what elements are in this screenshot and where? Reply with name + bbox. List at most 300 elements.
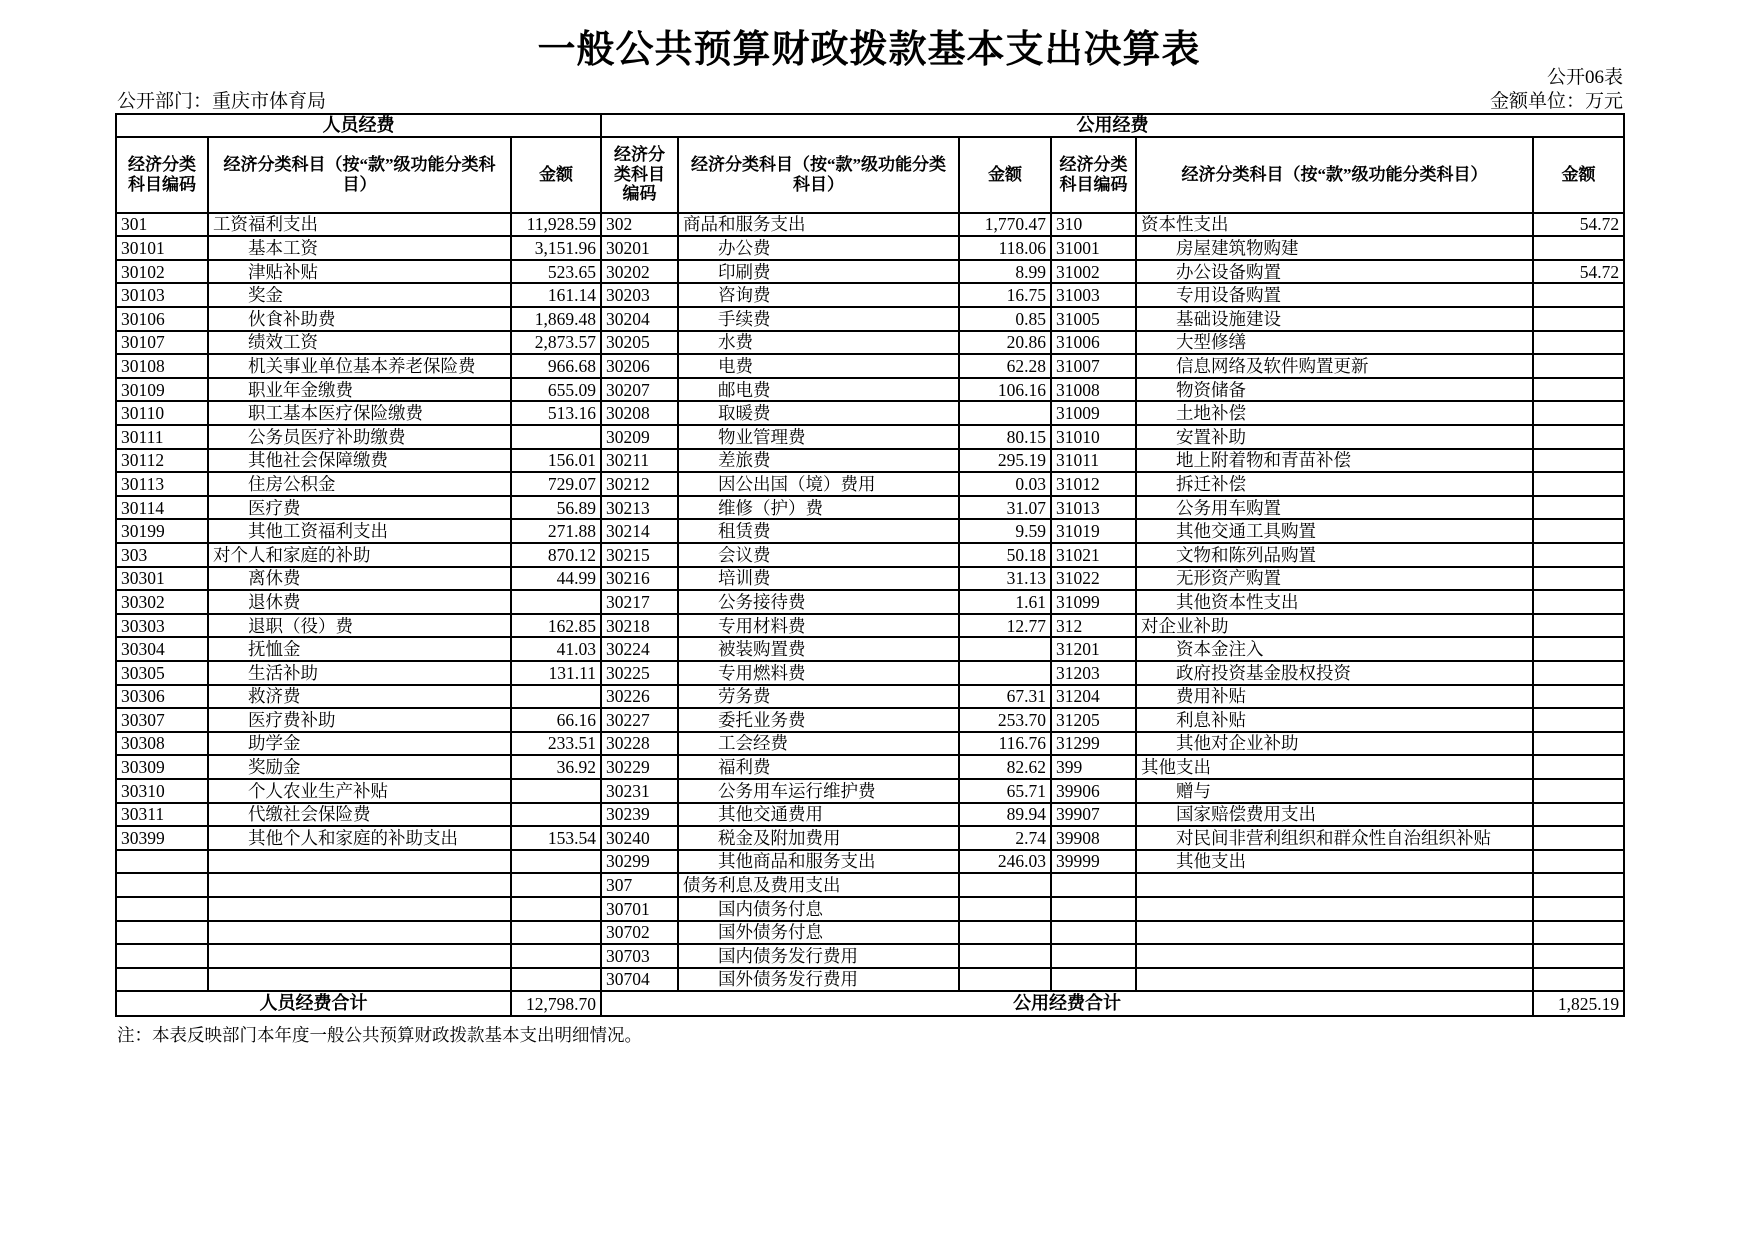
amount-cell bbox=[1533, 472, 1624, 496]
amount-cell bbox=[959, 944, 1051, 968]
code-cell: 30112 bbox=[116, 449, 208, 473]
code-cell: 30205 bbox=[601, 331, 678, 355]
column-header-row bbox=[116, 137, 1624, 213]
table-row bbox=[116, 708, 1624, 732]
code-cell bbox=[116, 873, 208, 897]
table-row bbox=[116, 519, 1624, 543]
code-cell: 303 bbox=[116, 543, 208, 567]
subject-cell: 医疗费 bbox=[208, 496, 511, 520]
subject-cell bbox=[208, 921, 511, 945]
code-cell: 31022 bbox=[1051, 567, 1136, 591]
code-cell: 31205 bbox=[1051, 708, 1136, 732]
table-row bbox=[116, 590, 1624, 614]
subject-cell: 委托业务费 bbox=[678, 708, 959, 732]
code-cell: 30231 bbox=[601, 779, 678, 803]
table-row bbox=[116, 543, 1624, 567]
amount-cell bbox=[1533, 283, 1624, 307]
amount-cell: 2.74 bbox=[959, 826, 1051, 850]
table-row bbox=[116, 472, 1624, 496]
subject-cell: 政府投资基金股权投资 bbox=[1136, 661, 1533, 685]
code-cell bbox=[1051, 921, 1136, 945]
amount-cell bbox=[511, 685, 601, 709]
amount-cell: 16.75 bbox=[959, 283, 1051, 307]
amount-cell bbox=[1533, 401, 1624, 425]
table-row bbox=[116, 637, 1624, 661]
page-title: 一般公共预算财政拨款基本支出决算表 bbox=[537, 29, 1201, 71]
subject-cell: 其他商品和服务支出 bbox=[678, 850, 959, 874]
code-cell: 30306 bbox=[116, 685, 208, 709]
table-row bbox=[116, 921, 1624, 945]
amount-cell: 50.18 bbox=[959, 543, 1051, 567]
code-cell: 39999 bbox=[1051, 850, 1136, 874]
code-cell: 31007 bbox=[1051, 354, 1136, 378]
amount-cell bbox=[511, 803, 601, 827]
subject-cell: 津贴补贴 bbox=[208, 260, 511, 284]
subject-cell: 住房公积金 bbox=[208, 472, 511, 496]
subject-cell bbox=[1136, 873, 1533, 897]
subject-cell: 奖金 bbox=[208, 283, 511, 307]
table-row bbox=[116, 968, 1624, 992]
amount-cell bbox=[1533, 921, 1624, 945]
amount-cell bbox=[1533, 519, 1624, 543]
code-cell: 30305 bbox=[116, 661, 208, 685]
table-row bbox=[116, 826, 1624, 850]
subject-cell bbox=[208, 850, 511, 874]
subject-cell: 因公出国（境）费用 bbox=[678, 472, 959, 496]
header-code-personnel: 经济分类科目编码 bbox=[116, 137, 208, 213]
subject-cell: 债务利息及费用支出 bbox=[678, 873, 959, 897]
subject-cell: 抚恤金 bbox=[208, 637, 511, 661]
amount-cell: 67.31 bbox=[959, 685, 1051, 709]
code-cell: 30308 bbox=[116, 732, 208, 756]
code-cell: 31099 bbox=[1051, 590, 1136, 614]
subject-cell: 机关事业单位基本养老保险费 bbox=[208, 354, 511, 378]
subject-cell bbox=[1136, 897, 1533, 921]
form-number: 公开06表 bbox=[1546, 67, 1623, 88]
code-cell bbox=[116, 968, 208, 992]
subject-cell: 房屋建筑物购建 bbox=[1136, 236, 1533, 260]
amount-cell bbox=[959, 637, 1051, 661]
amount-cell: 161.14 bbox=[511, 283, 601, 307]
code-cell: 302 bbox=[601, 213, 678, 237]
subject-cell: 助学金 bbox=[208, 732, 511, 756]
table-row bbox=[116, 685, 1624, 709]
code-cell: 30216 bbox=[601, 567, 678, 591]
table-row bbox=[116, 779, 1624, 803]
public-total-label: 公用经费合计 bbox=[601, 991, 1533, 1016]
code-cell: 30113 bbox=[116, 472, 208, 496]
subject-cell bbox=[1136, 968, 1533, 992]
amount-cell: 44.99 bbox=[511, 567, 601, 591]
subject-cell: 咨询费 bbox=[678, 283, 959, 307]
subject-cell: 福利费 bbox=[678, 755, 959, 779]
subject-cell: 退休费 bbox=[208, 590, 511, 614]
amount-cell: 36.92 bbox=[511, 755, 601, 779]
amount-cell bbox=[1533, 425, 1624, 449]
code-cell: 31006 bbox=[1051, 331, 1136, 355]
table-row bbox=[116, 850, 1624, 874]
subject-cell: 职工基本医疗保险缴费 bbox=[208, 401, 511, 425]
amount-cell bbox=[1533, 236, 1624, 260]
subject-cell bbox=[208, 944, 511, 968]
amount-cell bbox=[1533, 614, 1624, 638]
subject-cell bbox=[1136, 921, 1533, 945]
header-subject-public-1: 经济分类科目（按“款”级功能分类科目） bbox=[678, 137, 959, 213]
code-cell: 30114 bbox=[116, 496, 208, 520]
subject-cell bbox=[1136, 944, 1533, 968]
subject-cell: 培训费 bbox=[678, 567, 959, 591]
subject-cell: 对个人和家庭的补助 bbox=[208, 543, 511, 567]
subject-cell: 资本金注入 bbox=[1136, 637, 1533, 661]
table-row bbox=[116, 401, 1624, 425]
subject-cell: 国家赔偿费用支出 bbox=[1136, 803, 1533, 827]
amount-cell: 153.54 bbox=[511, 826, 601, 850]
subject-cell: 印刷费 bbox=[678, 260, 959, 284]
subject-cell: 基础设施建设 bbox=[1136, 307, 1533, 331]
amount-cell bbox=[1533, 496, 1624, 520]
table-row bbox=[116, 425, 1624, 449]
code-cell: 310 bbox=[1051, 213, 1136, 237]
code-cell: 30704 bbox=[601, 968, 678, 992]
subject-cell: 商品和服务支出 bbox=[678, 213, 959, 237]
subject-cell: 利息补贴 bbox=[1136, 708, 1533, 732]
table-row bbox=[116, 449, 1624, 473]
code-cell: 30208 bbox=[601, 401, 678, 425]
table-row bbox=[116, 661, 1624, 685]
code-cell bbox=[116, 921, 208, 945]
amount-cell: 31.07 bbox=[959, 496, 1051, 520]
amount-cell: 156.01 bbox=[511, 449, 601, 473]
subject-cell: 维修（护）费 bbox=[678, 496, 959, 520]
amount-cell: 1,770.47 bbox=[959, 213, 1051, 237]
subject-cell: 退职（役）费 bbox=[208, 614, 511, 638]
code-cell: 30206 bbox=[601, 354, 678, 378]
table-row bbox=[116, 378, 1624, 402]
subject-cell: 公务接待费 bbox=[678, 590, 959, 614]
subject-cell: 其他交通费用 bbox=[678, 803, 959, 827]
subject-cell: 奖励金 bbox=[208, 755, 511, 779]
amount-cell: 66.16 bbox=[511, 708, 601, 732]
code-cell: 30303 bbox=[116, 614, 208, 638]
code-cell: 30239 bbox=[601, 803, 678, 827]
amount-cell: 116.76 bbox=[959, 732, 1051, 756]
amount-cell: 2,873.57 bbox=[511, 331, 601, 355]
header-amount-public-1: 金额 bbox=[959, 137, 1051, 213]
group-header-row bbox=[116, 114, 1624, 137]
amount-cell: 655.09 bbox=[511, 378, 601, 402]
code-cell: 31012 bbox=[1051, 472, 1136, 496]
budget-table bbox=[115, 113, 1625, 1017]
subject-cell: 国内债务发行费用 bbox=[678, 944, 959, 968]
subject-cell: 其他资本性支出 bbox=[1136, 590, 1533, 614]
code-cell: 30226 bbox=[601, 685, 678, 709]
amount-cell bbox=[1533, 779, 1624, 803]
amount-cell bbox=[1533, 850, 1624, 874]
amount-cell bbox=[959, 661, 1051, 685]
code-cell: 30228 bbox=[601, 732, 678, 756]
table-row bbox=[116, 803, 1624, 827]
amount-cell bbox=[1533, 307, 1624, 331]
personnel-total-amount: 12,798.70 bbox=[511, 991, 601, 1016]
subject-cell: 税金及附加费用 bbox=[678, 826, 959, 850]
footnote: 注：本表反映部门本年度一般公共预算财政拨款基本支出明细情况。 bbox=[117, 1025, 642, 1045]
amount-cell bbox=[1533, 661, 1624, 685]
code-cell: 30225 bbox=[601, 661, 678, 685]
amount-cell: 1,869.48 bbox=[511, 307, 601, 331]
code-cell: 30309 bbox=[116, 755, 208, 779]
amount-cell: 65.71 bbox=[959, 779, 1051, 803]
subject-cell: 对企业补助 bbox=[1136, 614, 1533, 638]
subject-cell: 安置补助 bbox=[1136, 425, 1533, 449]
code-cell: 30108 bbox=[116, 354, 208, 378]
table-row bbox=[116, 496, 1624, 520]
subject-cell: 伙食补助费 bbox=[208, 307, 511, 331]
subject-cell bbox=[208, 873, 511, 897]
code-cell: 39906 bbox=[1051, 779, 1136, 803]
code-cell: 30103 bbox=[116, 283, 208, 307]
amount-cell: 54.72 bbox=[1533, 213, 1624, 237]
amount-cell bbox=[511, 921, 601, 945]
code-cell: 399 bbox=[1051, 755, 1136, 779]
subject-cell: 国外债务发行费用 bbox=[678, 968, 959, 992]
header-code-public-1: 经济分类科目编码 bbox=[601, 137, 678, 213]
totals-row bbox=[116, 991, 1624, 1016]
subject-cell: 专用设备购置 bbox=[1136, 283, 1533, 307]
subject-cell: 拆迁补偿 bbox=[1136, 472, 1533, 496]
subject-cell: 公务用车运行维护费 bbox=[678, 779, 959, 803]
subject-cell: 差旅费 bbox=[678, 449, 959, 473]
subject-cell: 个人农业生产补贴 bbox=[208, 779, 511, 803]
subject-cell: 资本性支出 bbox=[1136, 213, 1533, 237]
amount-cell bbox=[1533, 637, 1624, 661]
amount-cell: 80.15 bbox=[959, 425, 1051, 449]
amount-cell bbox=[959, 921, 1051, 945]
subject-cell: 代缴社会保险费 bbox=[208, 803, 511, 827]
amount-cell: 12.77 bbox=[959, 614, 1051, 638]
subject-cell: 土地补偿 bbox=[1136, 401, 1533, 425]
header-amount-personnel: 金额 bbox=[511, 137, 601, 213]
subject-cell: 国外债务付息 bbox=[678, 921, 959, 945]
code-cell: 31005 bbox=[1051, 307, 1136, 331]
group-header-public: 公用经费 bbox=[601, 114, 1624, 137]
amount-cell: 3,151.96 bbox=[511, 236, 601, 260]
code-cell bbox=[116, 944, 208, 968]
code-cell: 31201 bbox=[1051, 637, 1136, 661]
code-cell: 30399 bbox=[116, 826, 208, 850]
code-cell: 30703 bbox=[601, 944, 678, 968]
code-cell: 30213 bbox=[601, 496, 678, 520]
amount-cell: 295.19 bbox=[959, 449, 1051, 473]
subject-cell: 其他交通工具购置 bbox=[1136, 519, 1533, 543]
header-subject-public-2: 经济分类科目（按“款”级功能分类科目） bbox=[1136, 137, 1533, 213]
code-cell: 30209 bbox=[601, 425, 678, 449]
amount-cell: 131.11 bbox=[511, 661, 601, 685]
amount-cell: 523.65 bbox=[511, 260, 601, 284]
code-cell: 30107 bbox=[116, 331, 208, 355]
amount-cell bbox=[1533, 755, 1624, 779]
code-cell: 30299 bbox=[601, 850, 678, 874]
amount-cell bbox=[1533, 873, 1624, 897]
code-cell: 30229 bbox=[601, 755, 678, 779]
public-total-amount: 1,825.19 bbox=[1533, 991, 1624, 1016]
amount-cell: 729.07 bbox=[511, 472, 601, 496]
code-cell: 30301 bbox=[116, 567, 208, 591]
table-body bbox=[116, 213, 1624, 992]
code-cell: 30215 bbox=[601, 543, 678, 567]
amount-cell: 106.16 bbox=[959, 378, 1051, 402]
subject-cell: 对民间非营利组织和群众性自治组织补贴 bbox=[1136, 826, 1533, 850]
amount-cell: 8.99 bbox=[959, 260, 1051, 284]
code-cell: 30101 bbox=[116, 236, 208, 260]
subject-cell: 离休费 bbox=[208, 567, 511, 591]
code-cell: 31002 bbox=[1051, 260, 1136, 284]
amount-cell: 54.72 bbox=[1533, 260, 1624, 284]
code-cell: 39907 bbox=[1051, 803, 1136, 827]
table-row bbox=[116, 873, 1624, 897]
unit-label: 金额单位：万元 bbox=[1489, 91, 1623, 112]
amount-cell bbox=[1533, 732, 1624, 756]
subject-cell bbox=[208, 968, 511, 992]
code-cell: 30202 bbox=[601, 260, 678, 284]
table-row bbox=[116, 236, 1624, 260]
amount-cell bbox=[511, 850, 601, 874]
subject-cell: 生活补助 bbox=[208, 661, 511, 685]
code-cell: 30212 bbox=[601, 472, 678, 496]
code-cell: 30307 bbox=[116, 708, 208, 732]
table-row bbox=[116, 567, 1624, 591]
amount-cell: 31.13 bbox=[959, 567, 1051, 591]
subject-cell: 专用材料费 bbox=[678, 614, 959, 638]
subject-cell: 物业管理费 bbox=[678, 425, 959, 449]
amount-cell: 89.94 bbox=[959, 803, 1051, 827]
code-cell: 31021 bbox=[1051, 543, 1136, 567]
code-cell: 30311 bbox=[116, 803, 208, 827]
code-cell: 30111 bbox=[116, 425, 208, 449]
code-cell: 307 bbox=[601, 873, 678, 897]
code-cell: 30204 bbox=[601, 307, 678, 331]
amount-cell bbox=[1533, 567, 1624, 591]
amount-cell bbox=[1533, 449, 1624, 473]
table-row bbox=[116, 260, 1624, 284]
subject-cell: 水费 bbox=[678, 331, 959, 355]
subject-cell: 其他工资福利支出 bbox=[208, 519, 511, 543]
subject-cell: 劳务费 bbox=[678, 685, 959, 709]
code-cell: 31299 bbox=[1051, 732, 1136, 756]
subject-cell: 会议费 bbox=[678, 543, 959, 567]
amount-cell: 1.61 bbox=[959, 590, 1051, 614]
amount-cell: 41.03 bbox=[511, 637, 601, 661]
header-code-public-2: 经济分类科目编码 bbox=[1051, 137, 1136, 213]
subject-cell: 国内债务付息 bbox=[678, 897, 959, 921]
amount-cell: 513.16 bbox=[511, 401, 601, 425]
code-cell: 31001 bbox=[1051, 236, 1136, 260]
amount-cell: 0.03 bbox=[959, 472, 1051, 496]
code-cell: 30310 bbox=[116, 779, 208, 803]
code-cell: 31009 bbox=[1051, 401, 1136, 425]
code-cell: 31008 bbox=[1051, 378, 1136, 402]
table-row bbox=[116, 732, 1624, 756]
subject-cell: 工会经费 bbox=[678, 732, 959, 756]
subject-cell: 专用燃料费 bbox=[678, 661, 959, 685]
code-cell bbox=[116, 897, 208, 921]
group-header-personnel: 人员经费 bbox=[116, 114, 601, 137]
code-cell: 30224 bbox=[601, 637, 678, 661]
amount-cell bbox=[1533, 803, 1624, 827]
amount-cell bbox=[511, 944, 601, 968]
table-row bbox=[116, 755, 1624, 779]
code-cell: 30106 bbox=[116, 307, 208, 331]
code-cell: 30218 bbox=[601, 614, 678, 638]
subject-cell: 公务员医疗补助缴费 bbox=[208, 425, 511, 449]
subject-cell: 大型修缮 bbox=[1136, 331, 1533, 355]
code-cell bbox=[1051, 968, 1136, 992]
amount-cell: 82.62 bbox=[959, 755, 1051, 779]
amount-cell bbox=[1533, 685, 1624, 709]
amount-cell bbox=[959, 401, 1051, 425]
subject-cell: 绩效工资 bbox=[208, 331, 511, 355]
amount-cell bbox=[959, 968, 1051, 992]
amount-cell: 162.85 bbox=[511, 614, 601, 638]
table-row bbox=[116, 283, 1624, 307]
amount-cell bbox=[511, 968, 601, 992]
subject-cell: 医疗费补助 bbox=[208, 708, 511, 732]
subject-cell: 职业年金缴费 bbox=[208, 378, 511, 402]
subject-cell: 公务用车购置 bbox=[1136, 496, 1533, 520]
amount-cell bbox=[511, 897, 601, 921]
personnel-total-label: 人员经费合计 bbox=[116, 991, 511, 1016]
department-label: 公开部门：重庆市体育局 bbox=[117, 91, 327, 112]
subject-cell: 被装购置费 bbox=[678, 637, 959, 661]
code-cell: 30217 bbox=[601, 590, 678, 614]
code-cell: 30211 bbox=[601, 449, 678, 473]
code-cell: 30102 bbox=[116, 260, 208, 284]
amount-cell: 62.28 bbox=[959, 354, 1051, 378]
amount-cell: 253.70 bbox=[959, 708, 1051, 732]
code-cell: 31003 bbox=[1051, 283, 1136, 307]
code-cell: 31010 bbox=[1051, 425, 1136, 449]
subject-cell: 无形资产购置 bbox=[1136, 567, 1533, 591]
subject-cell: 费用补贴 bbox=[1136, 685, 1533, 709]
subject-cell: 其他社会保障缴费 bbox=[208, 449, 511, 473]
header-amount-public-2: 金额 bbox=[1533, 137, 1624, 213]
amount-cell bbox=[511, 590, 601, 614]
subject-cell: 取暖费 bbox=[678, 401, 959, 425]
code-cell: 31204 bbox=[1051, 685, 1136, 709]
amount-cell bbox=[959, 873, 1051, 897]
code-cell: 31011 bbox=[1051, 449, 1136, 473]
code-cell: 30203 bbox=[601, 283, 678, 307]
amount-cell: 233.51 bbox=[511, 732, 601, 756]
subject-cell: 其他个人和家庭的补助支出 bbox=[208, 826, 511, 850]
code-cell: 31203 bbox=[1051, 661, 1136, 685]
table-row bbox=[116, 307, 1624, 331]
amount-cell bbox=[959, 897, 1051, 921]
code-cell bbox=[116, 850, 208, 874]
amount-cell: 20.86 bbox=[959, 331, 1051, 355]
table-row bbox=[116, 331, 1624, 355]
amount-cell: 56.89 bbox=[511, 496, 601, 520]
subject-cell bbox=[208, 897, 511, 921]
amount-cell bbox=[511, 425, 601, 449]
subject-cell: 办公费 bbox=[678, 236, 959, 260]
amount-cell bbox=[1533, 543, 1624, 567]
amount-cell: 271.88 bbox=[511, 519, 601, 543]
subject-cell: 赠与 bbox=[1136, 779, 1533, 803]
code-cell bbox=[1051, 873, 1136, 897]
subject-cell: 办公设备购置 bbox=[1136, 260, 1533, 284]
code-cell: 31019 bbox=[1051, 519, 1136, 543]
code-cell: 30227 bbox=[601, 708, 678, 732]
